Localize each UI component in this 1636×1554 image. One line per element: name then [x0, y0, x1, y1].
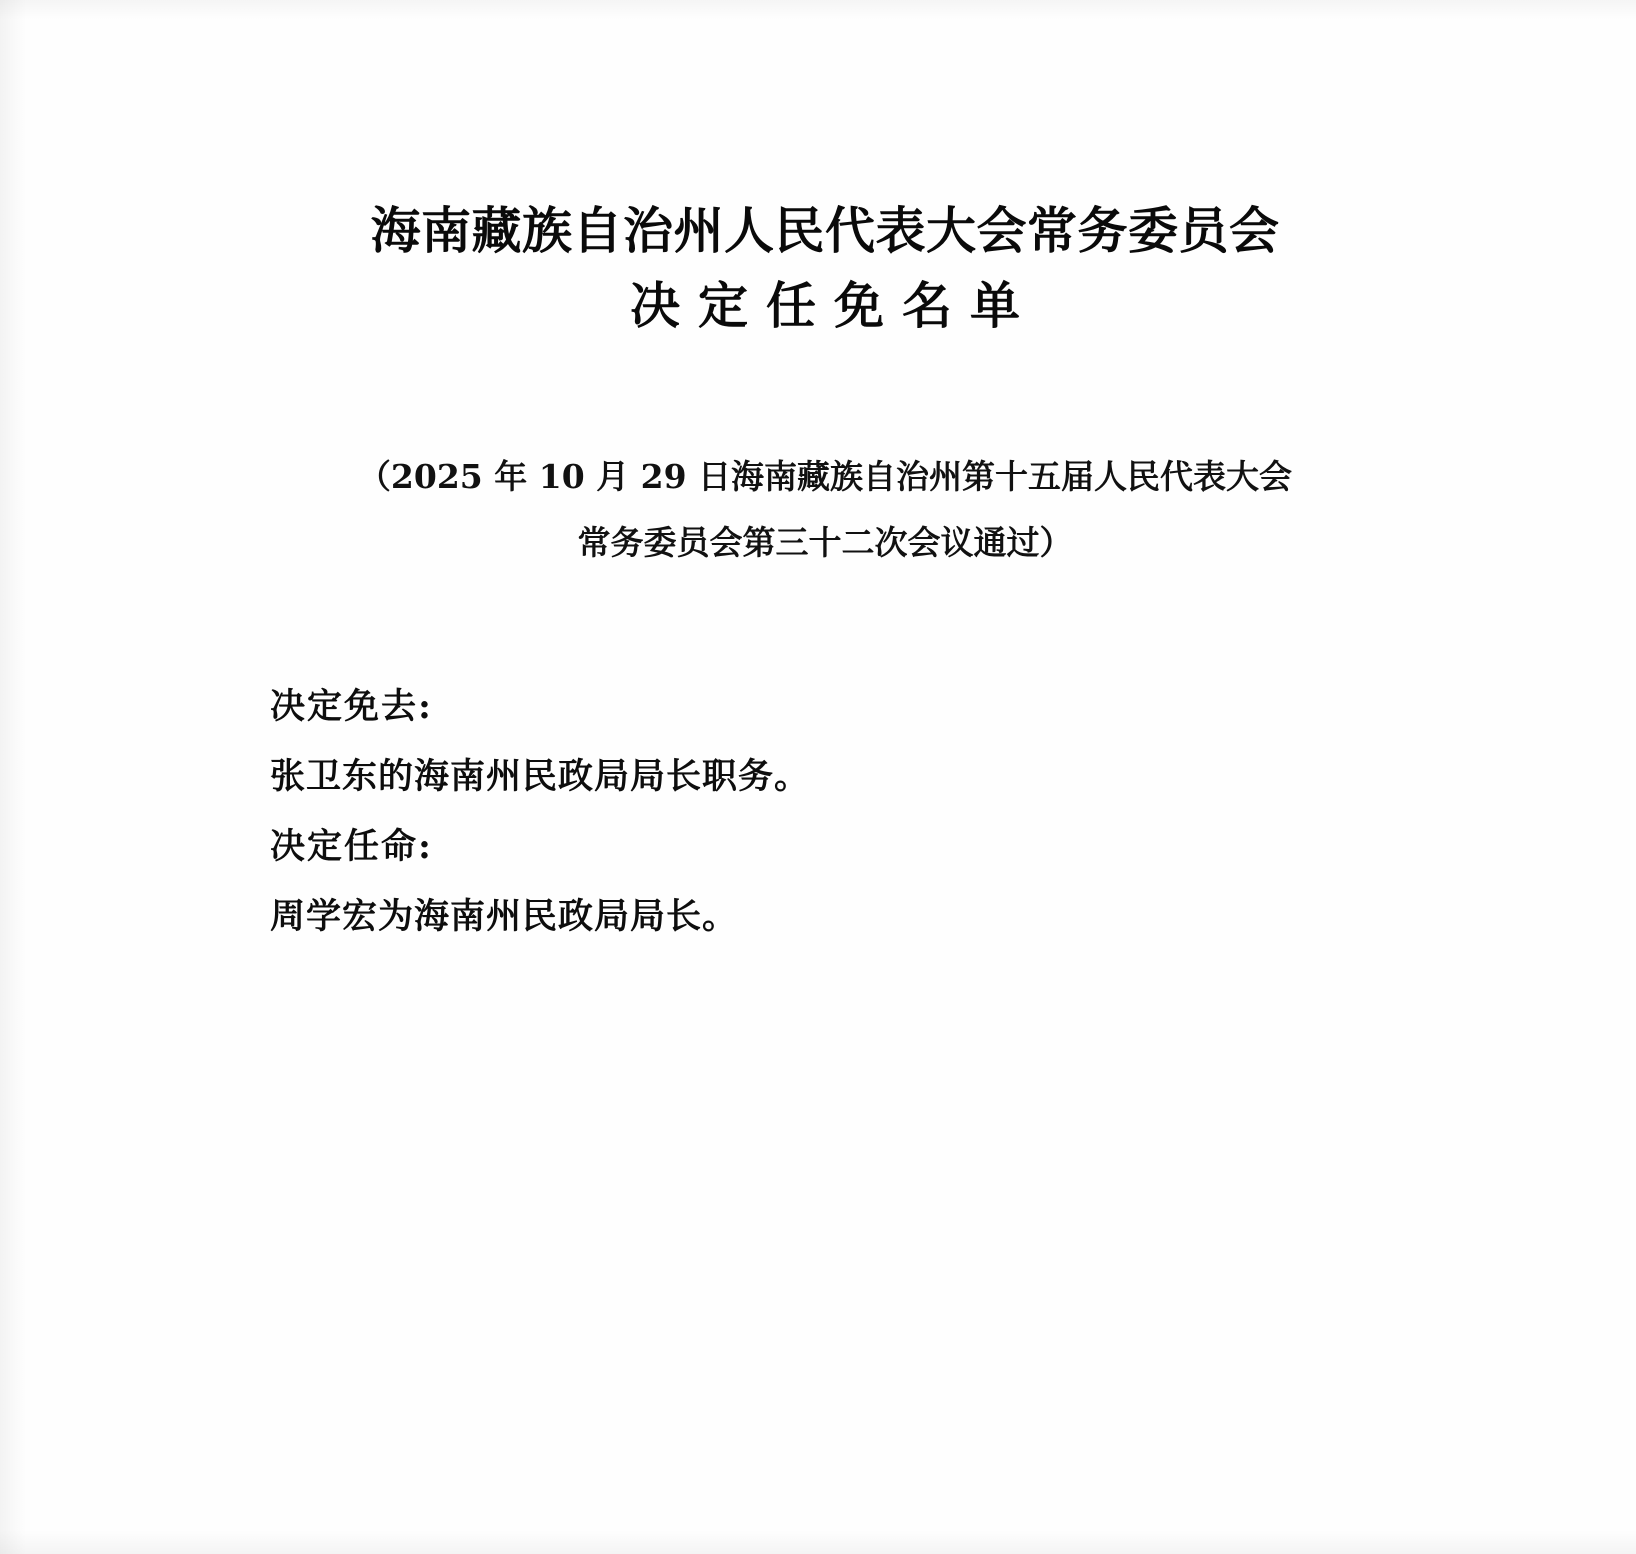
- page-edge-shading-left: [0, 0, 26, 1554]
- page-edge-shading-top: [0, 0, 1636, 20]
- document-title-line-1: 海南藏族自治州人民代表大会常务委员会: [370, 201, 1280, 260]
- page-edge-shading-bottom: [0, 1530, 1636, 1554]
- document-title-line-2: 决定任免名单: [630, 276, 1038, 335]
- subtitle-line-2: 常务委员会第三十二次会议通过）: [577, 523, 1073, 562]
- document-subtitle: [270, 444, 1380, 576]
- document-body: [270, 672, 1380, 952]
- document-content: [270, 196, 1380, 952]
- section-item-dismissal: 张卫东的海南州民政局局长职务。: [270, 756, 811, 797]
- section-heading-appointment: 决定任命:: [270, 826, 433, 867]
- subtitle-line-1: （2025 年 10 月 29 日海南藏族自治州第十五届人民代表大会: [357, 457, 1293, 496]
- section-item-appointment: 周学宏为海南州民政局局长。: [270, 896, 739, 937]
- section-heading-dismissal: 决定免去:: [270, 686, 433, 727]
